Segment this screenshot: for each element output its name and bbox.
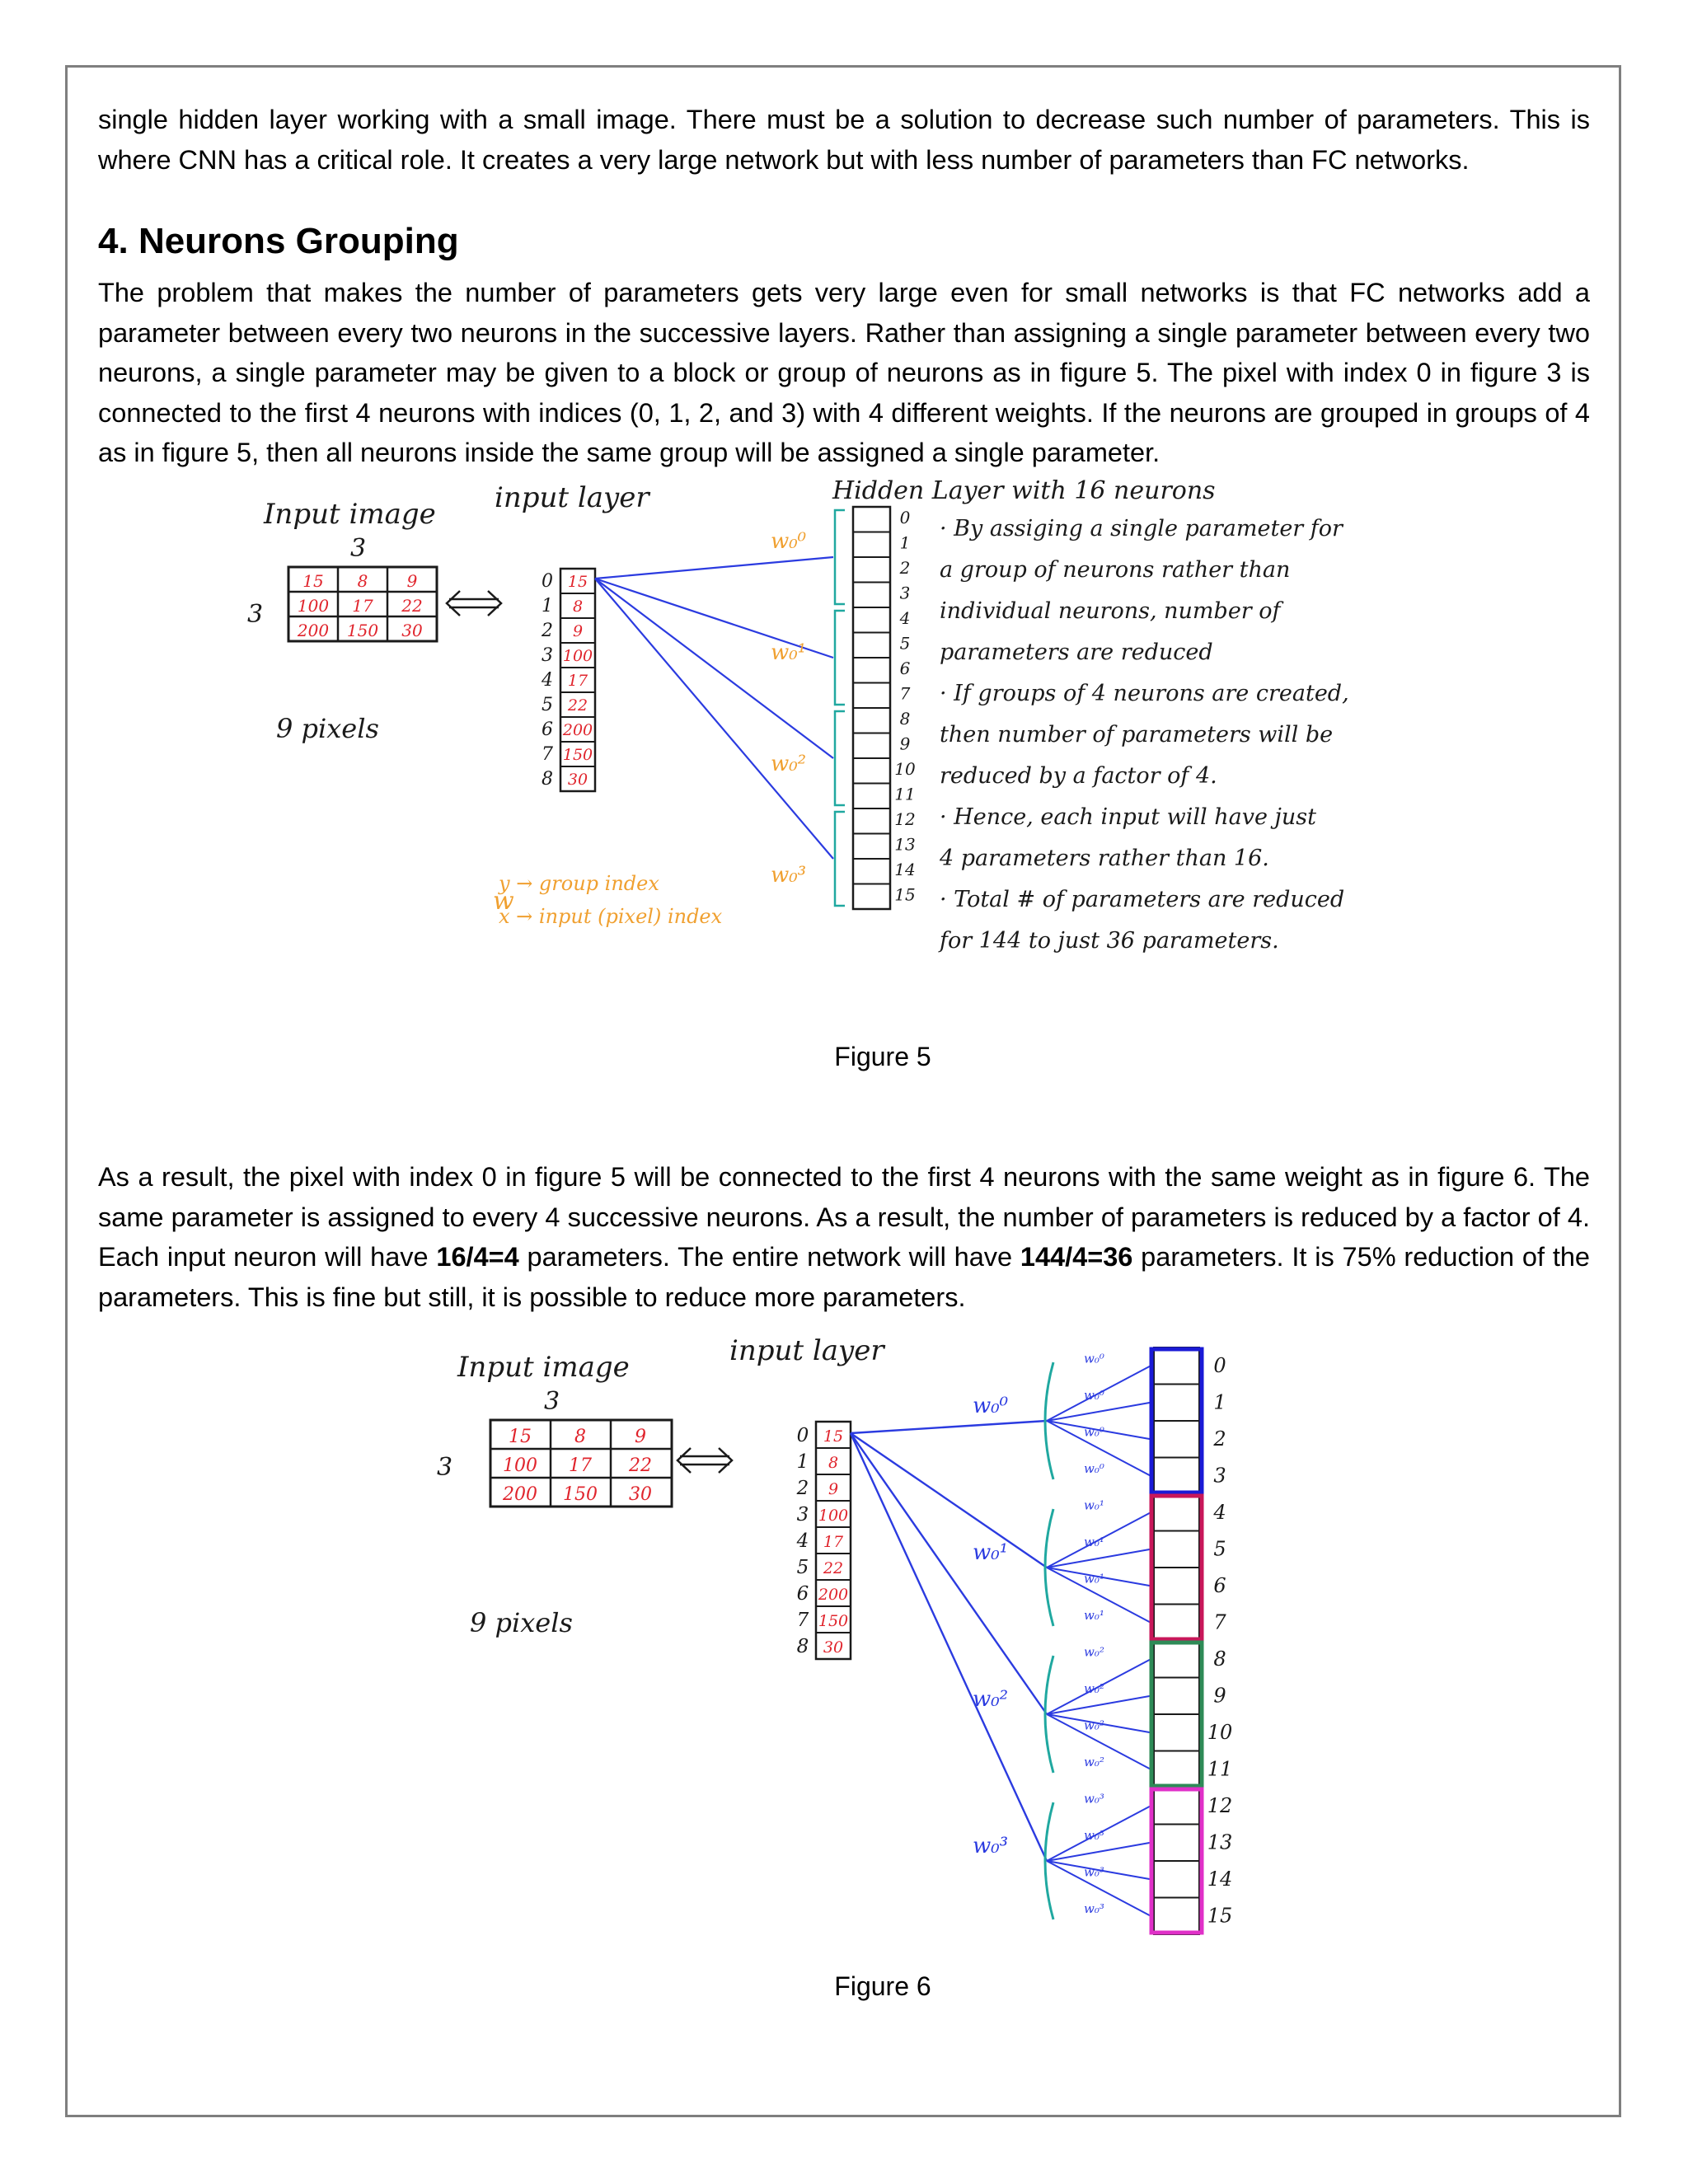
- fig5-input-value-8: 30: [567, 771, 588, 789]
- fig5-legend-w: w: [493, 887, 514, 916]
- fig5-dimension-top: 3: [350, 534, 367, 563]
- fig5-grid-cell-5: 22: [401, 596, 423, 616]
- fig6-double-arrow-icon: [678, 1448, 732, 1473]
- fig5-weight-3: w₀³: [771, 863, 807, 888]
- fig6-hidden-cell-8: [1154, 1641, 1199, 1678]
- fig5-group-brackets: [835, 510, 845, 906]
- fig5-note-2: individual neurons, number of: [940, 598, 1281, 624]
- section-number: 4.: [98, 221, 129, 261]
- paragraph-result: [98, 1157, 1590, 1317]
- fig6-hidden-index-0: 0: [1213, 1354, 1226, 1377]
- fig6-hidden-index-15: 15: [1207, 1904, 1233, 1928]
- fig5-input-index-6: 6: [542, 719, 553, 740]
- fig6-grid-cell-5: 22: [629, 1455, 652, 1476]
- fig5-hidden-index-11: 11: [894, 784, 916, 804]
- section-title: Neurons Grouping: [138, 221, 459, 261]
- fig6-input-value-3: 100: [818, 1507, 849, 1525]
- fig6-hidden-cell-10: [1154, 1714, 1199, 1751]
- fig6-grid-cell-6: 200: [503, 1484, 537, 1505]
- fig6-branch-weight-2-2: w₀²: [1084, 1718, 1104, 1733]
- fig5-input-layer-label: input layer: [495, 481, 649, 514]
- fig5-input-value-2: 9: [572, 622, 584, 640]
- fig5-input-value-6: 200: [562, 721, 593, 739]
- fig5-bracket-3: [835, 812, 845, 906]
- fig6-hidden-cell-0: [1154, 1347, 1199, 1385]
- fig6-hidden-index-14: 14: [1207, 1868, 1233, 1891]
- paragraph-result-part1: As a result, the pixel with index 0 in figure 5 will be connected to the first 4 neurons with the same weight as in figure 6. The same parameter is assigned to every 4 successive neurons. As a result, the number of parameters is reduced by a factor of 4. Each input neuron will have: [98, 1162, 1590, 1272]
- fig5-connection-3: [595, 579, 833, 859]
- fig6-branch-weight-3-2: w₀³: [1084, 1864, 1104, 1880]
- fig5-hidden-layer-column: [853, 507, 916, 909]
- fig5-notes: [938, 516, 1349, 954]
- parameters-per-neuron: 16/4=4: [436, 1242, 519, 1272]
- fig5-hidden-index-12: 12: [894, 809, 916, 829]
- fig6-hidden-index-8: 8: [1213, 1647, 1226, 1671]
- fig5-grid-cell-0: 15: [302, 571, 324, 591]
- figure-6-drawing: [412, 1327, 1319, 1961]
- fig5-input-index-7: 7: [542, 744, 553, 765]
- fig5-input-image-label: Input image: [264, 498, 436, 531]
- fig5-pixels-label: 9 pixels: [276, 713, 379, 744]
- figure-5-drawing: [231, 474, 1467, 1084]
- fig6-branch-weight-1-2: w₀¹: [1084, 1571, 1104, 1586]
- fig5-grid-cell-7: 150: [346, 621, 379, 640]
- fig6-input-index-4: 4: [796, 1530, 809, 1552]
- fig5-input-value-3: 100: [562, 647, 593, 665]
- fig6-input-index-1: 1: [796, 1451, 809, 1473]
- figure-6-caption: Figure 6: [834, 1971, 931, 2001]
- fig6-connection-2: [851, 1433, 1047, 1714]
- fig5-note-3: parameters are reduced: [940, 640, 1213, 665]
- fig6-weights: [973, 1351, 1104, 1916]
- fig6-input-index-7: 7: [796, 1610, 809, 1631]
- fig5-hidden-index-3: 3: [899, 583, 911, 603]
- fig6-hidden-index-3: 3: [1213, 1464, 1226, 1488]
- fig5-hidden-index-4: 4: [899, 608, 911, 628]
- fig6-input-value-6: 200: [818, 1586, 849, 1604]
- fig5-grid-cell-2: 9: [406, 571, 418, 591]
- fig5-hidden-index-14: 14: [894, 860, 916, 879]
- fig5-dimension-left: 3: [247, 600, 264, 629]
- fig5-grid-cell-8: 30: [401, 621, 423, 640]
- fig5-input-value-5: 22: [567, 696, 588, 715]
- fig6-input-index-6: 6: [796, 1583, 809, 1605]
- fig5-note-8: 4 parameters rather than 16.: [940, 846, 1269, 871]
- fig5-weights: [771, 529, 807, 888]
- fig6-hidden-index-7: 7: [1213, 1610, 1226, 1634]
- fig6-dimension-top: 3: [544, 1387, 560, 1416]
- fig5-grid-cell-3: 100: [297, 596, 330, 616]
- fig6-hidden-cell-3: [1154, 1458, 1199, 1495]
- fig6-hidden-cell-11: [1154, 1751, 1199, 1788]
- fig5-double-arrow-icon: [447, 591, 501, 616]
- fig6-hidden-index-12: 12: [1207, 1794, 1233, 1817]
- fig6-hidden-index-10: 10: [1207, 1721, 1233, 1744]
- fig5-connection-0: [595, 557, 833, 579]
- fig5-note-7: · Hence, each input will have just: [940, 804, 1317, 830]
- fig5-hidden-layer-label: Hidden Layer with 16 neurons: [832, 476, 1216, 505]
- fig5-hidden-index-1: 1: [899, 532, 911, 553]
- fig6-branch-weight-3-3: w₀³: [1084, 1900, 1104, 1916]
- fig5-hidden-index-10: 10: [894, 759, 916, 779]
- paragraph-result-part2: parameters. The entire network will have: [518, 1242, 1020, 1272]
- fig5-note-9: · Total # of parameters are reduced: [940, 887, 1345, 912]
- fig6-hidden-cell-9: [1154, 1678, 1199, 1715]
- fig6-connection-0: [851, 1421, 1047, 1433]
- fig5-hidden-index-15: 15: [894, 884, 916, 905]
- fig6-hidden-cell-4: [1154, 1494, 1199, 1531]
- fig5-input-value-4: 17: [567, 672, 588, 690]
- fig5-image-grid: [288, 567, 437, 641]
- fig6-branch-weight-1-3: w₀¹: [1084, 1607, 1104, 1623]
- fig6-hidden-index-2: 2: [1213, 1427, 1226, 1451]
- fig6-input-value-1: 8: [828, 1454, 839, 1472]
- fig6-input-layer-column: [796, 1422, 851, 1659]
- fig6-hidden-index-1: 1: [1213, 1390, 1226, 1414]
- fig6-branch-weight-3-1: w₀³: [1084, 1827, 1104, 1843]
- fig6-branch-weight-3-0: w₀³: [1084, 1791, 1104, 1807]
- fig5-bracket-2: [835, 711, 845, 805]
- fig5-hidden-index-2: 2: [899, 558, 911, 578]
- fig6-grid-cell-4: 17: [569, 1455, 592, 1476]
- fig5-input-index-8: 8: [542, 769, 553, 790]
- fig5-note-4: · If groups of 4 neurons are created,: [940, 681, 1349, 706]
- fig5-hidden-index-13: 13: [894, 834, 916, 855]
- fig5-input-value-0: 15: [567, 573, 588, 591]
- fig6-branch-weight-2-0: w₀²: [1084, 1644, 1104, 1660]
- section-heading: [98, 217, 459, 266]
- fig5-connection-2: [595, 579, 833, 758]
- fig6-branch-weight-0-2: w₀⁰: [1084, 1424, 1104, 1440]
- fig6-hidden-index-6: 6: [1213, 1574, 1226, 1597]
- fig6-hidden-cell-1: [1154, 1385, 1199, 1422]
- fig6-input-value-8: 30: [823, 1638, 844, 1657]
- fig6-hidden-layer-column: [1151, 1347, 1232, 1934]
- fig6-input-index-2: 2: [796, 1478, 809, 1499]
- fig5-legend-y: y → group index: [499, 872, 659, 895]
- fig6-weight-3: w₀³: [973, 1834, 1009, 1858]
- fig6-input-index-8: 8: [796, 1636, 809, 1657]
- fig5-note-5: then number of parameters will be: [940, 722, 1334, 748]
- fig6-hidden-index-13: 13: [1207, 1830, 1233, 1854]
- fig6-hidden-cell-15: [1154, 1898, 1199, 1935]
- fig6-hidden-index-9: 9: [1213, 1684, 1226, 1708]
- fig6-input-value-7: 150: [818, 1612, 849, 1630]
- fig6-branch-weight-1-1: w₀¹: [1084, 1534, 1104, 1549]
- fig6-weight-1: w₀¹: [973, 1540, 1009, 1565]
- fig6-grid-cell-1: 8: [574, 1427, 586, 1447]
- fig5-input-layer-column: [541, 569, 595, 791]
- fig6-branch-weight-0-1: w₀⁰: [1084, 1387, 1104, 1403]
- fig6-input-index-0: 0: [796, 1425, 809, 1446]
- fig5-connections: [595, 557, 833, 859]
- fig6-pixels-label: 9 pixels: [470, 1607, 573, 1638]
- fig5-note-0: · By assiging a single parameter for: [940, 516, 1343, 541]
- fig6-branch-weight-2-3: w₀²: [1084, 1754, 1104, 1769]
- fig6-dimension-left: 3: [437, 1453, 453, 1482]
- fig6-grid-cell-3: 100: [503, 1455, 537, 1476]
- fig5-hidden-index-7: 7: [899, 683, 911, 704]
- fig5-weight-2: w₀²: [771, 752, 807, 776]
- fig5-note-10: for 144 to just 36 parameters.: [940, 928, 1279, 954]
- fig5-input-index-2: 2: [542, 621, 553, 641]
- fig5-hidden-index-8: 8: [899, 709, 911, 729]
- fig5-grid-cell-6: 200: [297, 621, 330, 640]
- fig5-input-index-0: 0: [542, 571, 553, 592]
- fig5-hidden-index-5: 5: [899, 633, 911, 654]
- fig6-hidden-cell-14: [1154, 1861, 1199, 1898]
- fig6-hidden-index-5: 5: [1213, 1537, 1226, 1561]
- fig6-input-value-0: 15: [823, 1427, 844, 1446]
- fig6-input-value-2: 9: [828, 1480, 839, 1498]
- fig6-hidden-cell-12: [1154, 1788, 1199, 1825]
- fig6-hidden-cell-5: [1154, 1531, 1199, 1568]
- fig5-legend-x: x → input (pixel) index: [499, 905, 723, 928]
- fig5-input-value-7: 150: [562, 746, 593, 764]
- fig5-note-6: reduced by a factor of 4.: [940, 763, 1217, 789]
- figure-5-caption: Figure 5: [834, 1042, 931, 1071]
- fig5-input-index-4: 4: [542, 670, 553, 691]
- fig6-weight-0: w₀⁰: [973, 1394, 1009, 1418]
- fig5-input-index-3: 3: [542, 645, 553, 666]
- fig5-grid-cell-1: 8: [357, 571, 368, 591]
- fig6-grid-cell-0: 15: [509, 1427, 532, 1447]
- fig6-input-value-4: 17: [823, 1533, 844, 1551]
- fig6-hidden-cell-7: [1154, 1605, 1199, 1642]
- fig6-input-image-label: Input image: [457, 1351, 630, 1384]
- fig6-grid-cell-2: 9: [635, 1427, 646, 1447]
- fig6-hidden-cell-2: [1154, 1421, 1199, 1458]
- fig5-grid-cell-4: 17: [352, 596, 373, 616]
- fig5-input-value-1: 8: [572, 598, 584, 616]
- fig6-hidden-index-11: 11: [1207, 1757, 1233, 1781]
- fig6-hidden-cell-6: [1154, 1568, 1199, 1605]
- fig6-input-index-3: 3: [796, 1504, 809, 1526]
- fig5-input-index-5: 5: [542, 695, 553, 715]
- intro-paragraph: single hidden layer working with a small image. There must be a solution to decrease such number of parameters. This is where CNN has a critical role. It creates a very large network but with less number of parameters than FC networks.: [98, 105, 1590, 175]
- fig6-input-layer-label: input layer: [729, 1334, 884, 1367]
- figure-6: [412, 1327, 1319, 1961]
- fig5-hidden-index-9: 9: [899, 733, 911, 754]
- fig5-note-1: a group of neurons rather than: [940, 557, 1291, 583]
- fig6-hidden-index-4: 4: [1213, 1501, 1226, 1524]
- fig6-branch-weight-2-1: w₀²: [1084, 1680, 1104, 1696]
- fig6-branch-weight-1-0: w₀¹: [1084, 1497, 1104, 1513]
- paragraph-result-part3: parameters. It is 75% reduction of the parameters. This is fine but still, it is possible to reduce more parameters.: [98, 1242, 1590, 1312]
- fig5-hidden-index-6: 6: [899, 658, 911, 678]
- fig5-hidden-index-0: 0: [899, 508, 911, 527]
- fig6-grid-cell-7: 150: [563, 1484, 598, 1505]
- fig6-connection-1: [851, 1433, 1047, 1568]
- fig6-input-index-5: 5: [796, 1557, 809, 1578]
- fig6-connection-3: [851, 1433, 1047, 1861]
- fig6-branch-weight-0-3: w₀⁰: [1084, 1460, 1104, 1476]
- fig5-bracket-0: [835, 510, 845, 604]
- fig6-weight-2: w₀²: [973, 1687, 1009, 1712]
- fig5-input-index-1: 1: [542, 596, 553, 616]
- fig5-weight-0: w₀⁰: [771, 529, 807, 554]
- fig6-branch-weight-0-0: w₀⁰: [1084, 1351, 1104, 1366]
- fig5-weight-1: w₀¹: [771, 640, 807, 665]
- fig6-image-grid: [490, 1420, 672, 1507]
- fig6-grid-cell-8: 30: [629, 1484, 652, 1505]
- fig6-input-value-5: 22: [823, 1559, 844, 1577]
- figure-5: [231, 474, 1467, 1084]
- fig6-hidden-cell-13: [1154, 1825, 1199, 1862]
- fig5-bracket-1: [835, 611, 845, 705]
- total-parameters: 144/4=36: [1020, 1242, 1133, 1272]
- paragraph-neurons-grouping: The problem that makes the number of parameters gets very large even for small networks is that FC networks add a parameter between every two neurons in the successive layers. Rather than assigning a single parameter between every two neurons, a single parameter may be given to a block or group of neurons as in figure 5. The pixel with index 0 in figure 3 is connected to the first 4 neurons with indices (0, 1, 2, and 3) with 4 different weights. If the neurons are grouped in groups of 4 as in figure 5, then all neurons inside the same group will be assigned a single parameter.: [98, 278, 1590, 467]
